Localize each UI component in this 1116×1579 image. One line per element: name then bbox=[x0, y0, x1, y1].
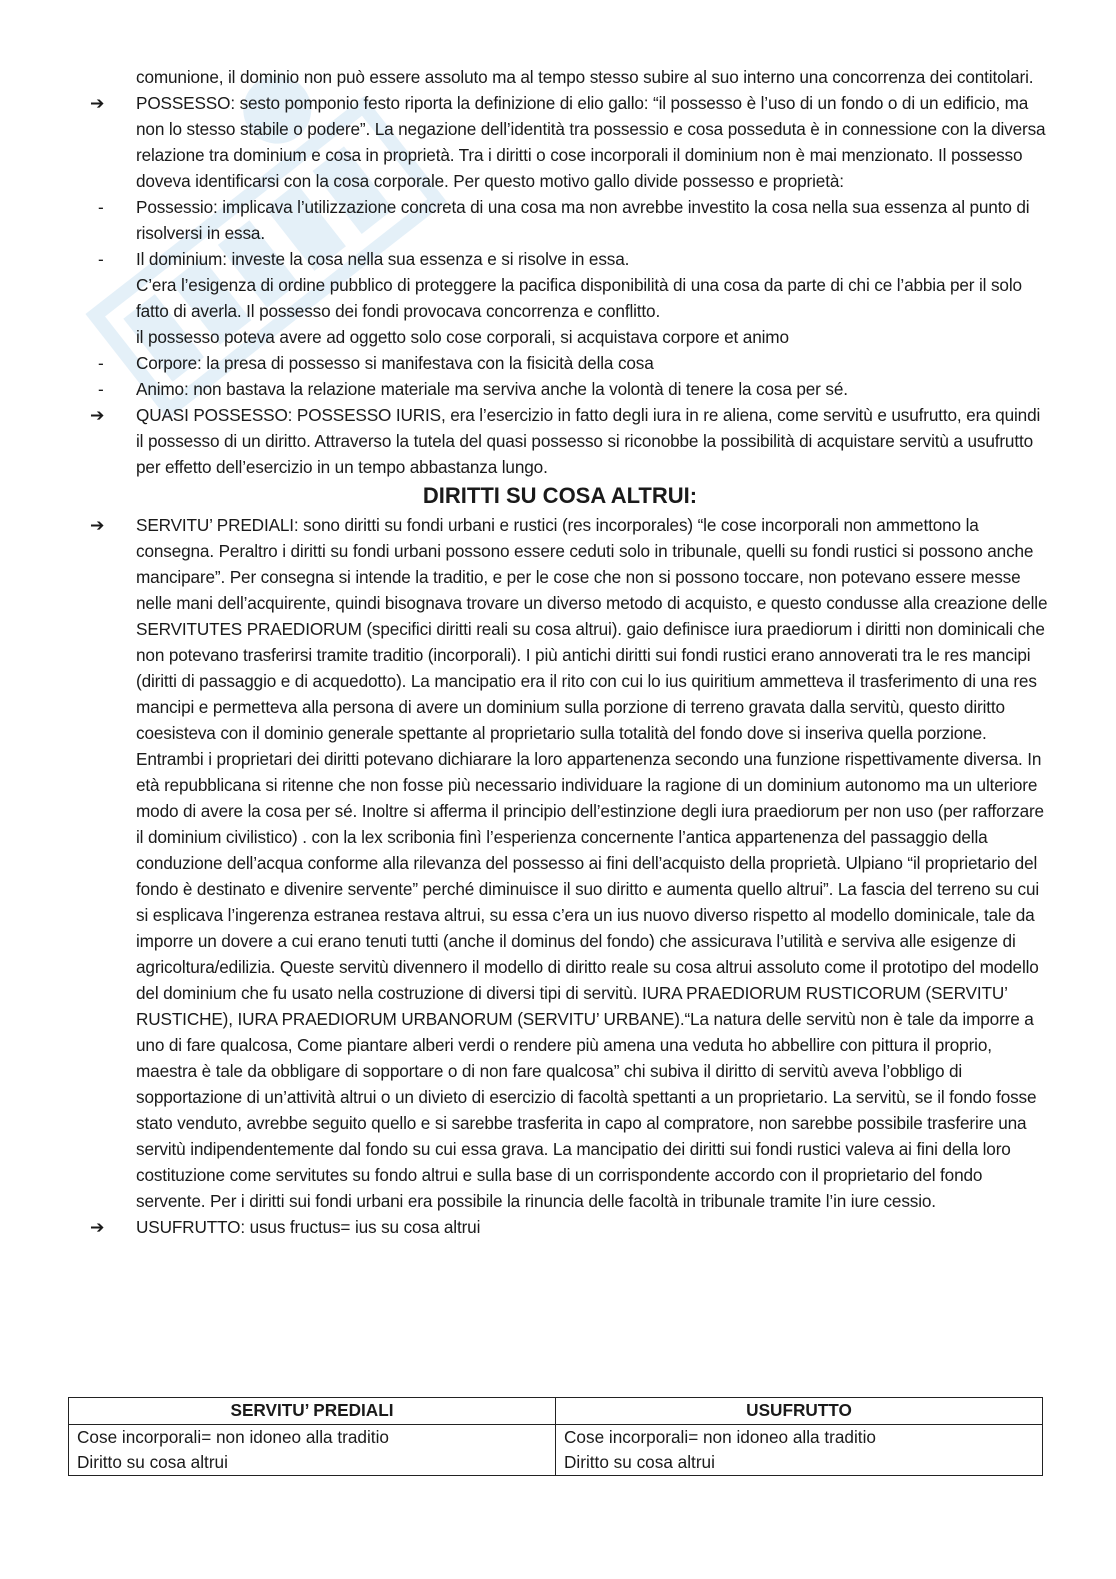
dash-bullet-icon: - bbox=[98, 379, 104, 399]
paragraph-row bbox=[70, 1214, 1050, 1240]
paragraph-text: SERVITU’ PREDIALI: sono diritti su fondi urbani e rustici (res incorporales) “le cose incorporali non ammettono la consegna. Peraltro i diritti su fondi urbani possono essere ceduti solo in tribunale, quelli su fondi rustici si possono anche mancipare”. Per consegna si intende la traditio, e per le cose che non si possono toccare, non potevano essere messe nelle mani dell’acquirente, quindi bisognava trovare un diverso metodo di acquisto, e questo condusse alla creazione delle SERVITUTES PRAEDIORUM (specifici diritti reali su cosa altrui). gaio definisce iura praediorum i diritti non dominicali che non potevano trasferirsi tramite traditio (incorporali). I più antichi diritti sui fondi rustici erano annoverati tra le res mancipi (diritti di passaggio e di acquedotto). La mancipatio era il rito con cui lo ius quiritium ammetteva il trasferimento di una res mancipi e permetteva alla persona di avere un dominium sulla porzione di terreno gravata dalla servitù, questo diritto coesisteva con il dominio generale spettante al proprietario sulla totalità del fondo dove si inseriva quella porzione. Entrambi i proprietari dei diritti potevano dichiarare la loro appartenenza secondo una funzione rispettivamente diversa. In età repubblicana si ritenne che non fosse più necessario individuare la ragione di un dominium autonomo ma un ulteriore modo di avere la cosa per sé. Inoltre si afferma il principio dell’estinzione degli iura praediorum per non uso (per rafforzare il dominium civilistico) . con la lex scribonia finì l’esperienza concernente l’antica appartenenza del passaggio della conduzione dell’acqua conforme alla rilevanza del possesso ai fini dell’acquisto della proprietà. Ulpiano “il proprietario del fondo è destinato e divenire servente” perché diminuisce il suo diritto e aumenta quello altrui”. La fascia del terreno su cui si esplicava l’ingerenza estranea restava altrui, su essa c’era un ius nuovo diverso rispetto al modello dominicale, tale da imporre un dovere a cui erano tenuti tutti (anche il dominus del fondo) che assicurava l’utilità e serviva alle esigenze di agricoltura/edilizia. Queste servitù divennero il modello di diritto reale su cosa altrui assoluto come il prototipo del modello del dominium che fu usato nella costruzione di diversi tipi di servitù. IURA PRAEDIORUM RUSTICORUM (SERVITU’ RUSTICHE), IURA PRAEDIORUM URBANORUM (SERVITU’ URBANE).“La natura delle servitù non è tale da imporre a uno di fare qualcosa, Come piantare alberi verdi o rendere più amena una veduta ho abbellire con pittura il proprio, maestra è tale da obbligare di sopportare o di non fare qualcosa” chi subiva il diritto di servitù aveva l’obbligo di sopportazione di un’attività altrui o un divieto di esercizio di facoltà spettanti a un proprietario. La servitù, se il fondo fosse stato venduto, avrebbe seguito quello e si sarebbe trasferita in capo al compratore, non sarebbe possibile trasferire una servitù indipendentemente dal fondo su cui essa grava. La mancipatio dei diritti sui fondi rustici valeva ai fini della loro costituzione come servitutes su fondo altrui e sulla base di un corrispondente accordo con il proprietario del fondo servente. Per i diritti sui fondi urbani era possibile la rinuncia delle facoltà in tribunale tramite l’in iure cessio. bbox=[136, 515, 1048, 1211]
arrow-bullet-icon: ➔ bbox=[90, 515, 105, 535]
table-cell-line: Cose incorporali= non idoneo alla traditio bbox=[77, 1427, 389, 1447]
dash-bullet-icon: - bbox=[98, 353, 104, 373]
arrow-bullet-icon: ➔ bbox=[90, 1217, 105, 1237]
paragraph-text: comunione, il dominio non può essere assoluto ma al tempo stesso subire al suo interno una concorrenza dei contitolari. bbox=[136, 67, 1034, 87]
arrow-bullet-icon: ➔ bbox=[90, 405, 105, 425]
paragraph-row bbox=[70, 90, 1050, 194]
table-cell-line: Diritto su cosa altrui bbox=[564, 1452, 715, 1472]
paragraph-text: Animo: non bastava la relazione materiale ma serviva anche la volontà di tenere la cosa per sé. bbox=[136, 379, 848, 399]
table-header-row bbox=[69, 1398, 1043, 1425]
table-cell-line: Cose incorporali= non idoneo alla traditio bbox=[564, 1427, 876, 1447]
paragraph-text: QUASI POSSESSO: POSSESSO IURIS, era l’esercizio in fatto degli iura in re aliena, come servitù e usufrutto, era quindi il possesso di un diritto. Attraverso la tutela del quasi possesso si riconobbe la possibilità di acquistare servitù a usufrutto per effetto dell’esercizio in un tempo abbastanza lungo. bbox=[136, 405, 1041, 477]
arrow-bullet-icon: ➔ bbox=[90, 93, 105, 113]
main-section bbox=[70, 512, 1050, 1240]
table-header-cell: USUFRUTTO bbox=[556, 1398, 1043, 1425]
dash-bullet-icon: - bbox=[98, 249, 104, 269]
paragraph-row bbox=[70, 272, 1050, 324]
paragraph-row bbox=[70, 402, 1050, 480]
paragraph-text: Possessio: implicava l’utilizzazione concreta di una cosa ma non avrebbe investito la cosa nella sua essenza al punto di risolversi in essa. bbox=[136, 197, 1030, 243]
section-heading: DIRITTI SU COSA ALTRUI: bbox=[422, 483, 698, 508]
paragraph-row bbox=[70, 376, 1050, 402]
paragraph-text: Corpore: la presa di possesso si manifestava con la fisicità della cosa bbox=[136, 353, 654, 373]
paragraph-row bbox=[70, 194, 1050, 246]
table-row bbox=[69, 1425, 1043, 1476]
dash-bullet-icon: - bbox=[98, 197, 104, 217]
table-cell-servitu bbox=[69, 1425, 556, 1476]
paragraph-text: il possesso poteva avere ad oggetto solo cose corporali, si acquistava corpore et animo bbox=[136, 327, 789, 347]
paragraph-row bbox=[70, 246, 1050, 272]
table-header-cell: SERVITU’ PREDIALI bbox=[69, 1398, 556, 1425]
paragraph-row bbox=[70, 64, 1050, 90]
paragraph-row bbox=[70, 324, 1050, 350]
table-cell-usufrutto bbox=[556, 1425, 1043, 1476]
table-cell-line: Diritto su cosa altrui bbox=[77, 1452, 228, 1472]
document-body bbox=[70, 64, 1050, 1240]
paragraph-text: Il dominium: investe la cosa nella sua essenza e si risolve in essa. bbox=[136, 249, 630, 269]
intro-section bbox=[70, 64, 1050, 480]
paragraph-text: USUFRUTTO: usus fructus= ius su cosa altrui bbox=[136, 1217, 481, 1237]
paragraph-text: C’era l’esigenza di ordine pubblico di proteggere la pacifica disponibilità di una cosa da parte di chi ce l’abbia per il solo fatto di averla. Il possesso dei fondi provocava concorrenza e conflitto. bbox=[136, 275, 1022, 321]
comparison-table bbox=[68, 1397, 1043, 1476]
paragraph-row bbox=[70, 512, 1050, 1214]
paragraph-text: POSSESSO: sesto pomponio festo riporta la definizione di elio gallo: “il possesso è l’uso di un fondo o di un edificio, ma non lo stesso stabile o podere”. La negazione dell’identità tra possessio e cosa posseduta è in connessione con la diversa relazione tra dominium e cosa in proprietà. Tra i diritti o cose incorporali il dominium non è mai menzionato. Il possesso doveva identificarsi con la cosa corporale. Per questo motivo gallo divide possesso e proprietà: bbox=[136, 93, 1046, 191]
paragraph-row bbox=[70, 350, 1050, 376]
